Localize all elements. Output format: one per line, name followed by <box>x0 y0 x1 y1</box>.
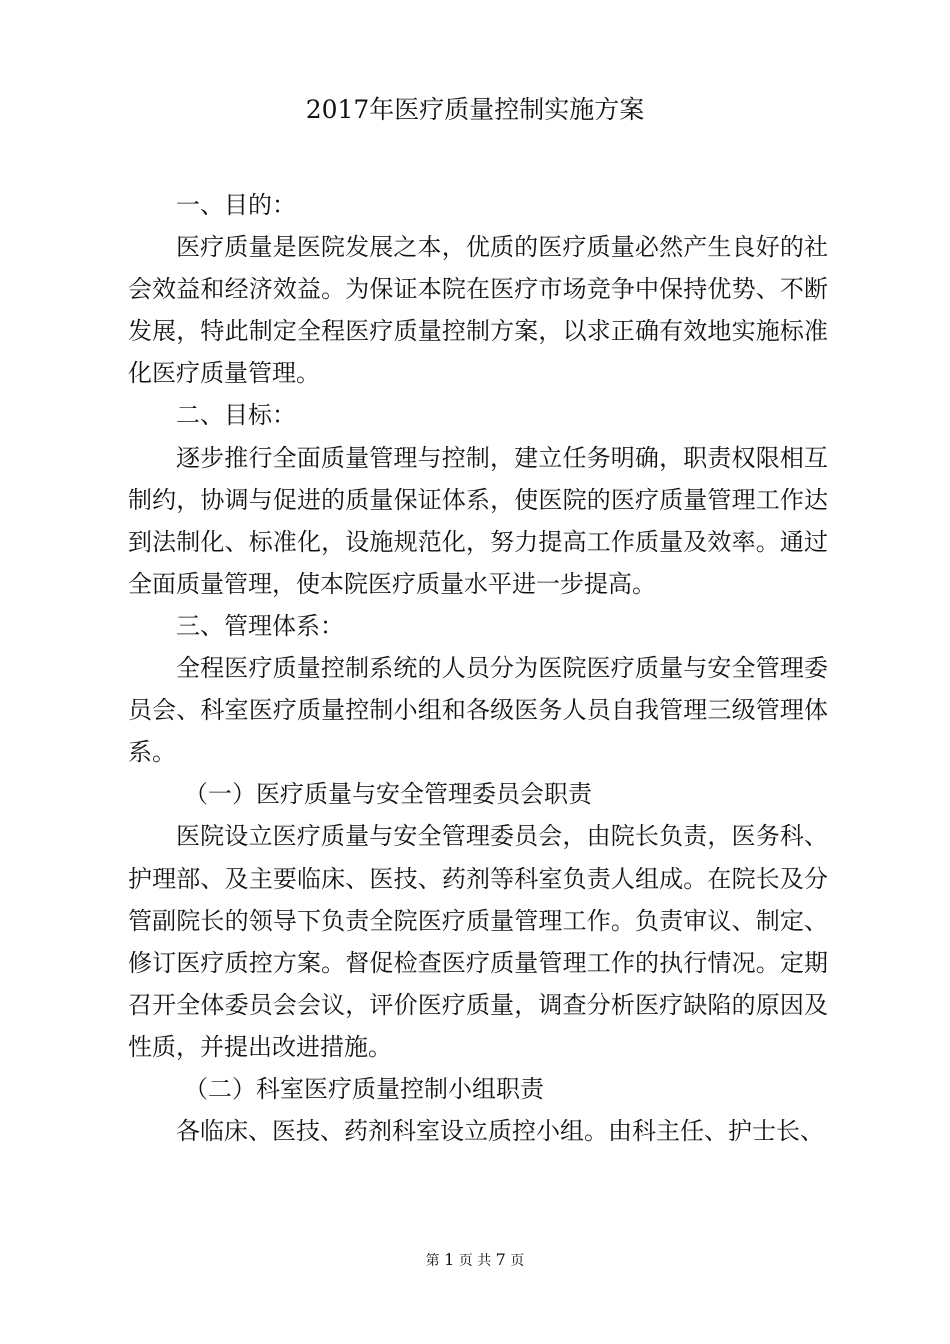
paragraph-goal: 逐步推行全面质量管理与控制，建立任务明确，职责权限相互制约，协调与促进的质量保证体系，使医院的医疗质量管理工作达到法制化、标准化，设施规范化，努力提高工作质量及效率。通过全面质量管理，使本院医疗质量水平进一步提高。 <box>128 443 828 598</box>
section-heading-goal: 二、目标： <box>176 401 296 430</box>
paragraph-purpose: 医疗质量是医院发展之本，优质的医疗质量必然产生良好的社会效益和经济效益。为保证本院在医疗市场竞争中保持优势、不断发展，特此制定全程医疗质量控制方案，以求正确有效地实施标准化医疗质量管理。 <box>128 233 828 388</box>
page-footer <box>0 1250 950 1271</box>
subheading-committee-duties: （一）医疗质量与安全管理委员会职责 <box>184 780 592 809</box>
subheading-department-group-duties: （二）科室医疗质量控制小组职责 <box>184 1074 544 1103</box>
page-title: 2017年医疗质量控制实施方案 <box>305 95 645 124</box>
footer-suffix: 页 <box>510 1253 525 1269</box>
footer-prefix: 第 <box>425 1253 440 1269</box>
section-heading-management-system: 三、管理体系： <box>176 611 344 640</box>
footer-middle: 页 共 <box>458 1253 492 1269</box>
paragraph-committee-duties: 医院设立医疗质量与安全管理委员会，由院长负责，医务科、护理部、及主要临床、医技、药剂等科室负责人组成。在院长及分管副院长的领导下负责全院医疗质量管理工作。负责审议、制定、修订医疗质控方案。督促检查医疗质量管理工作的执行情况。定期召开全体委员会会议，评价医疗质量，调查分析医疗缺陷的原因及性质，并提出改进措施。 <box>128 822 828 1061</box>
paragraph-management-system: 全程医疗质量控制系统的人员分为医院医疗质量与安全管理委员会、科室医疗质量控制小组和各级医务人员自我管理三级管理体系。 <box>128 654 828 767</box>
footer-total-pages: 7 <box>495 1250 506 1269</box>
paragraph-department-group-duties: 各临床、医技、药剂科室设立质控小组。由科主任、护士长、 <box>176 1117 824 1146</box>
document-body <box>128 184 828 1152</box>
section-heading-purpose: 一、目的： <box>176 191 296 219</box>
footer-page-number: 1 <box>444 1250 455 1269</box>
